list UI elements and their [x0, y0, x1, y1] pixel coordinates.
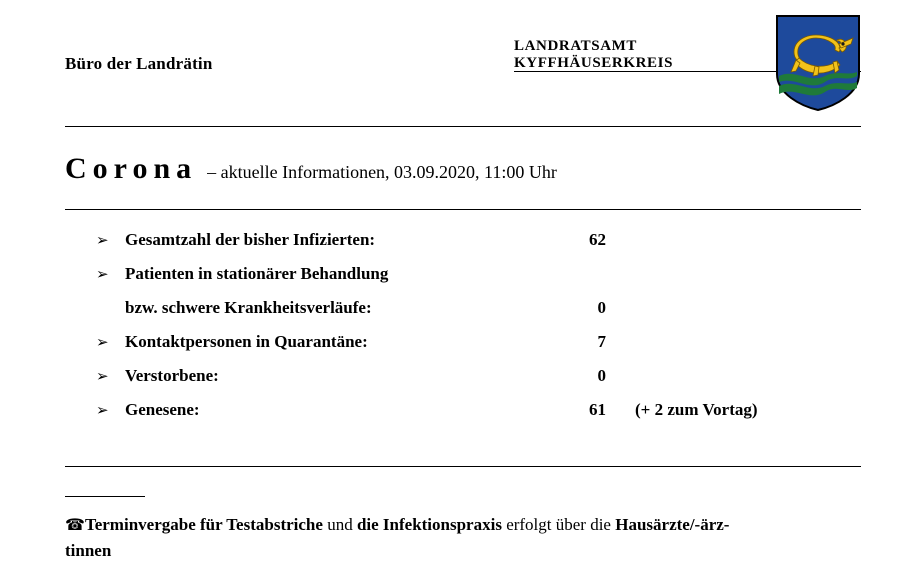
list-item: [96, 230, 856, 264]
authority-line-1: LANDRATSAMT: [514, 38, 637, 54]
divider-bottom: [65, 466, 861, 467]
stat-value: 61: [589, 400, 606, 419]
divider-under-title: [65, 209, 861, 210]
footer-note: [65, 512, 865, 565]
arrow-bullet-icon: ➢: [96, 367, 109, 385]
authority-line-2: KYFFHÄUSERKREIS: [514, 54, 674, 71]
footer-part-6: tinnen: [65, 541, 112, 561]
footer-part-4: erfolgt über die: [501, 515, 616, 534]
stat-value: 0: [597, 366, 606, 385]
page-title-subtitle: – aktuelle Informationen, 03.09.2020, 11:00 Uhr: [207, 162, 557, 182]
arrow-bullet-icon: ➢: [96, 265, 109, 283]
list-item: [96, 400, 856, 434]
list-item: [96, 332, 856, 366]
stat-label: bzw. schwere Krankheitsverläufe:: [125, 298, 372, 317]
arrow-bullet-icon: ➢: [96, 401, 109, 419]
arrow-bullet-icon: ➢: [96, 333, 109, 351]
office-title: Büro der Landrätin: [65, 54, 213, 73]
document-header: [0, 0, 912, 118]
stat-label: Genesene:: [125, 400, 200, 419]
stat-value: 0: [597, 298, 606, 317]
footer-part-3: die Infektionspraxis: [356, 515, 502, 534]
stat-value: 62: [589, 230, 606, 249]
stat-label: Kontaktpersonen in Quarantäne:: [125, 332, 368, 351]
list-item: [96, 366, 856, 400]
stat-label: Verstorbene:: [125, 366, 219, 385]
list-item: [96, 264, 856, 298]
telephone-icon: ☎: [65, 515, 85, 534]
divider-top: [65, 126, 861, 127]
arrow-bullet-icon: ➢: [96, 231, 109, 249]
authority-name: [514, 38, 673, 72]
page-title-main: Corona: [65, 152, 198, 185]
statistics-list: [96, 230, 856, 434]
stat-label: Gesamtzahl der bisher Infizierten:: [125, 230, 376, 249]
stat-value: 7: [597, 332, 606, 351]
page-title: [65, 152, 557, 186]
coat-of-arms-icon: [775, 14, 861, 112]
footer-part-1: Terminvergabe für Testabstriche: [84, 515, 323, 534]
stat-note: (+ 2 zum Vortag): [635, 400, 758, 419]
footer-part-5: Hausärzte/-ärz-: [615, 515, 730, 534]
footnote-separator: [65, 496, 145, 497]
footer-part-2: und: [322, 515, 357, 534]
stat-label: Patienten in stationärer Behandlung: [125, 264, 389, 283]
list-item-continuation: [96, 298, 856, 332]
